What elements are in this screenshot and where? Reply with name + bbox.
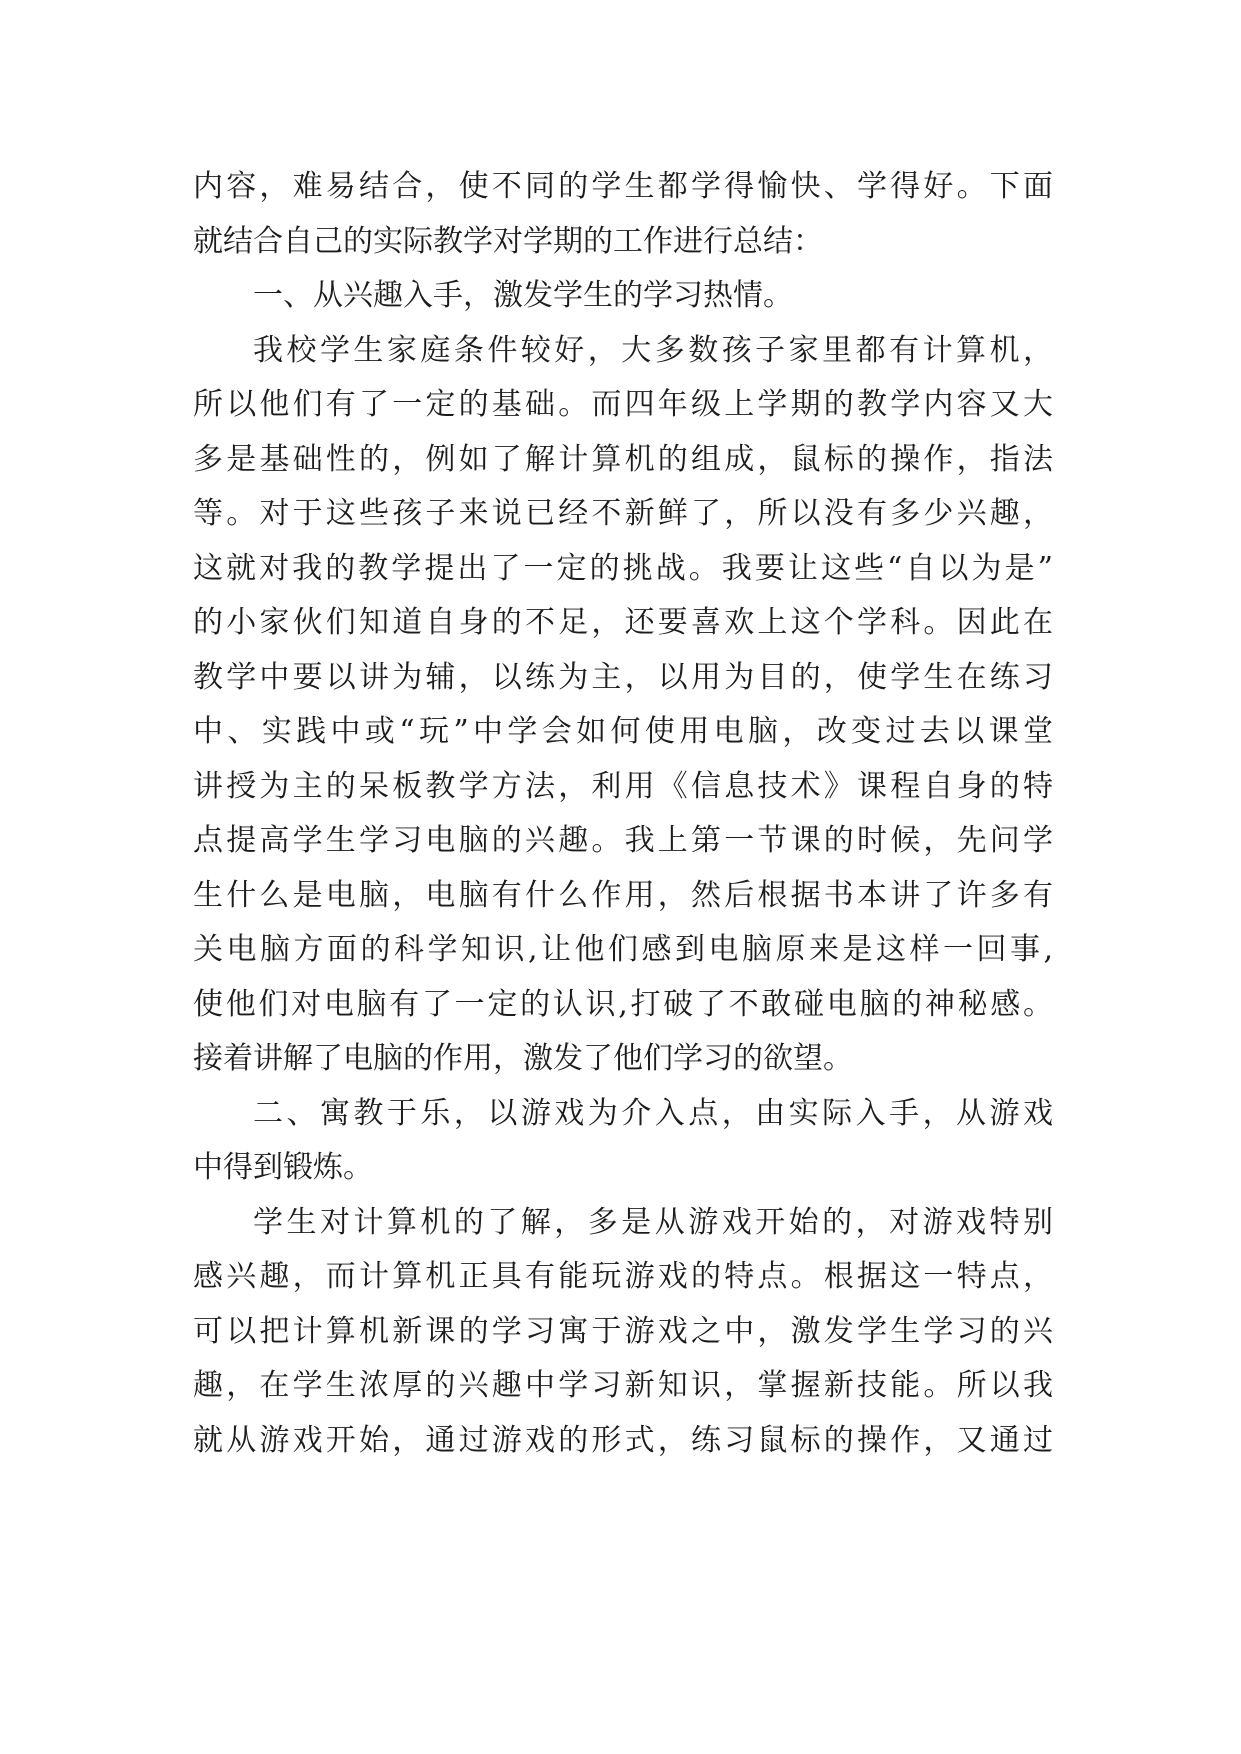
text-line: 感兴趣，而计算机正具有能玩游戏的特点。根据这一特点， (193, 1259, 1053, 1294)
text-line: 趣，在学生浓厚的兴趣中学习新知识，掌握新技能。所以我 (193, 1368, 1053, 1403)
text-line: 就结合自己的实际教学对学期的工作进行总结： (193, 223, 823, 259)
text-line: 的小家伙们知道自身的不足，还要喜欢上这个学科。因此在 (193, 605, 1053, 640)
text-line: 讲授为主的呆板教学方法，利用《信息技术》课程自身的特 (193, 768, 1053, 804)
section-heading-1: 一、从兴趣入手，激发学生的学习热情。 (253, 278, 793, 313)
text-line: 关电脑方面的科学知识,让他们感到电脑原来是这样一回事, (193, 932, 1053, 967)
text-line: 学生对计算机的了解，多是从游戏开始的，对游戏特别 (253, 1204, 1053, 1240)
text-line: 可以把计算机新课的学习寓于游戏之中，激发学生学习的兴 (193, 1313, 1053, 1349)
text-line: 点提高学生学习电脑的兴趣。我上第一节课的时候，先问学 (193, 823, 1053, 858)
text-line: 使他们对电脑有了一定的认识,打破了不敢碰电脑的神秘感。 (193, 986, 1053, 1022)
text-line: 所以他们有了一定的基础。而四年级上学期的教学内容又大 (193, 387, 1053, 422)
section-heading-2-cont: 中得到锻炼。 (193, 1150, 373, 1185)
text-line: 教学中要以讲为辅，以练为主，以用为目的，使学生在练习 (193, 659, 1053, 695)
text-line: 就从游戏开始，通过游戏的形式，练习鼠标的操作，又通过 (193, 1422, 1053, 1458)
body-text (193, 160, 1053, 1468)
text-line: 这就对我的教学提出了一定的挑战。我要让这些“自以为是” (193, 550, 1053, 586)
section-heading-2: 二、寓教于乐，以游戏为介入点，由实际入手，从游戏 (253, 1095, 1053, 1131)
text-line: 我校学生家庭条件较好，大多数孩子家里都有计算机， (253, 332, 1053, 368)
text-line: 内容，难易结合，使不同的学生都学得愉快、学得好。下面 (193, 169, 1053, 204)
text-line: 中、实践中或“玩”中学会如何使用电脑，改变过去以课堂 (193, 714, 1053, 749)
text-line: 多是基础性的，例如了解计算机的组成，鼠标的操作，指法 (193, 441, 1053, 477)
text-line: 生什么是电脑，电脑有什么作用，然后根据书本讲了许多有 (193, 877, 1053, 913)
text-line: 等。对于这些孩子来说已经不新鲜了，所以没有多少兴趣， (193, 496, 1053, 531)
text-line: 接着讲解了电脑的作用，激发了他们学习的欲望。 (193, 1041, 853, 1076)
